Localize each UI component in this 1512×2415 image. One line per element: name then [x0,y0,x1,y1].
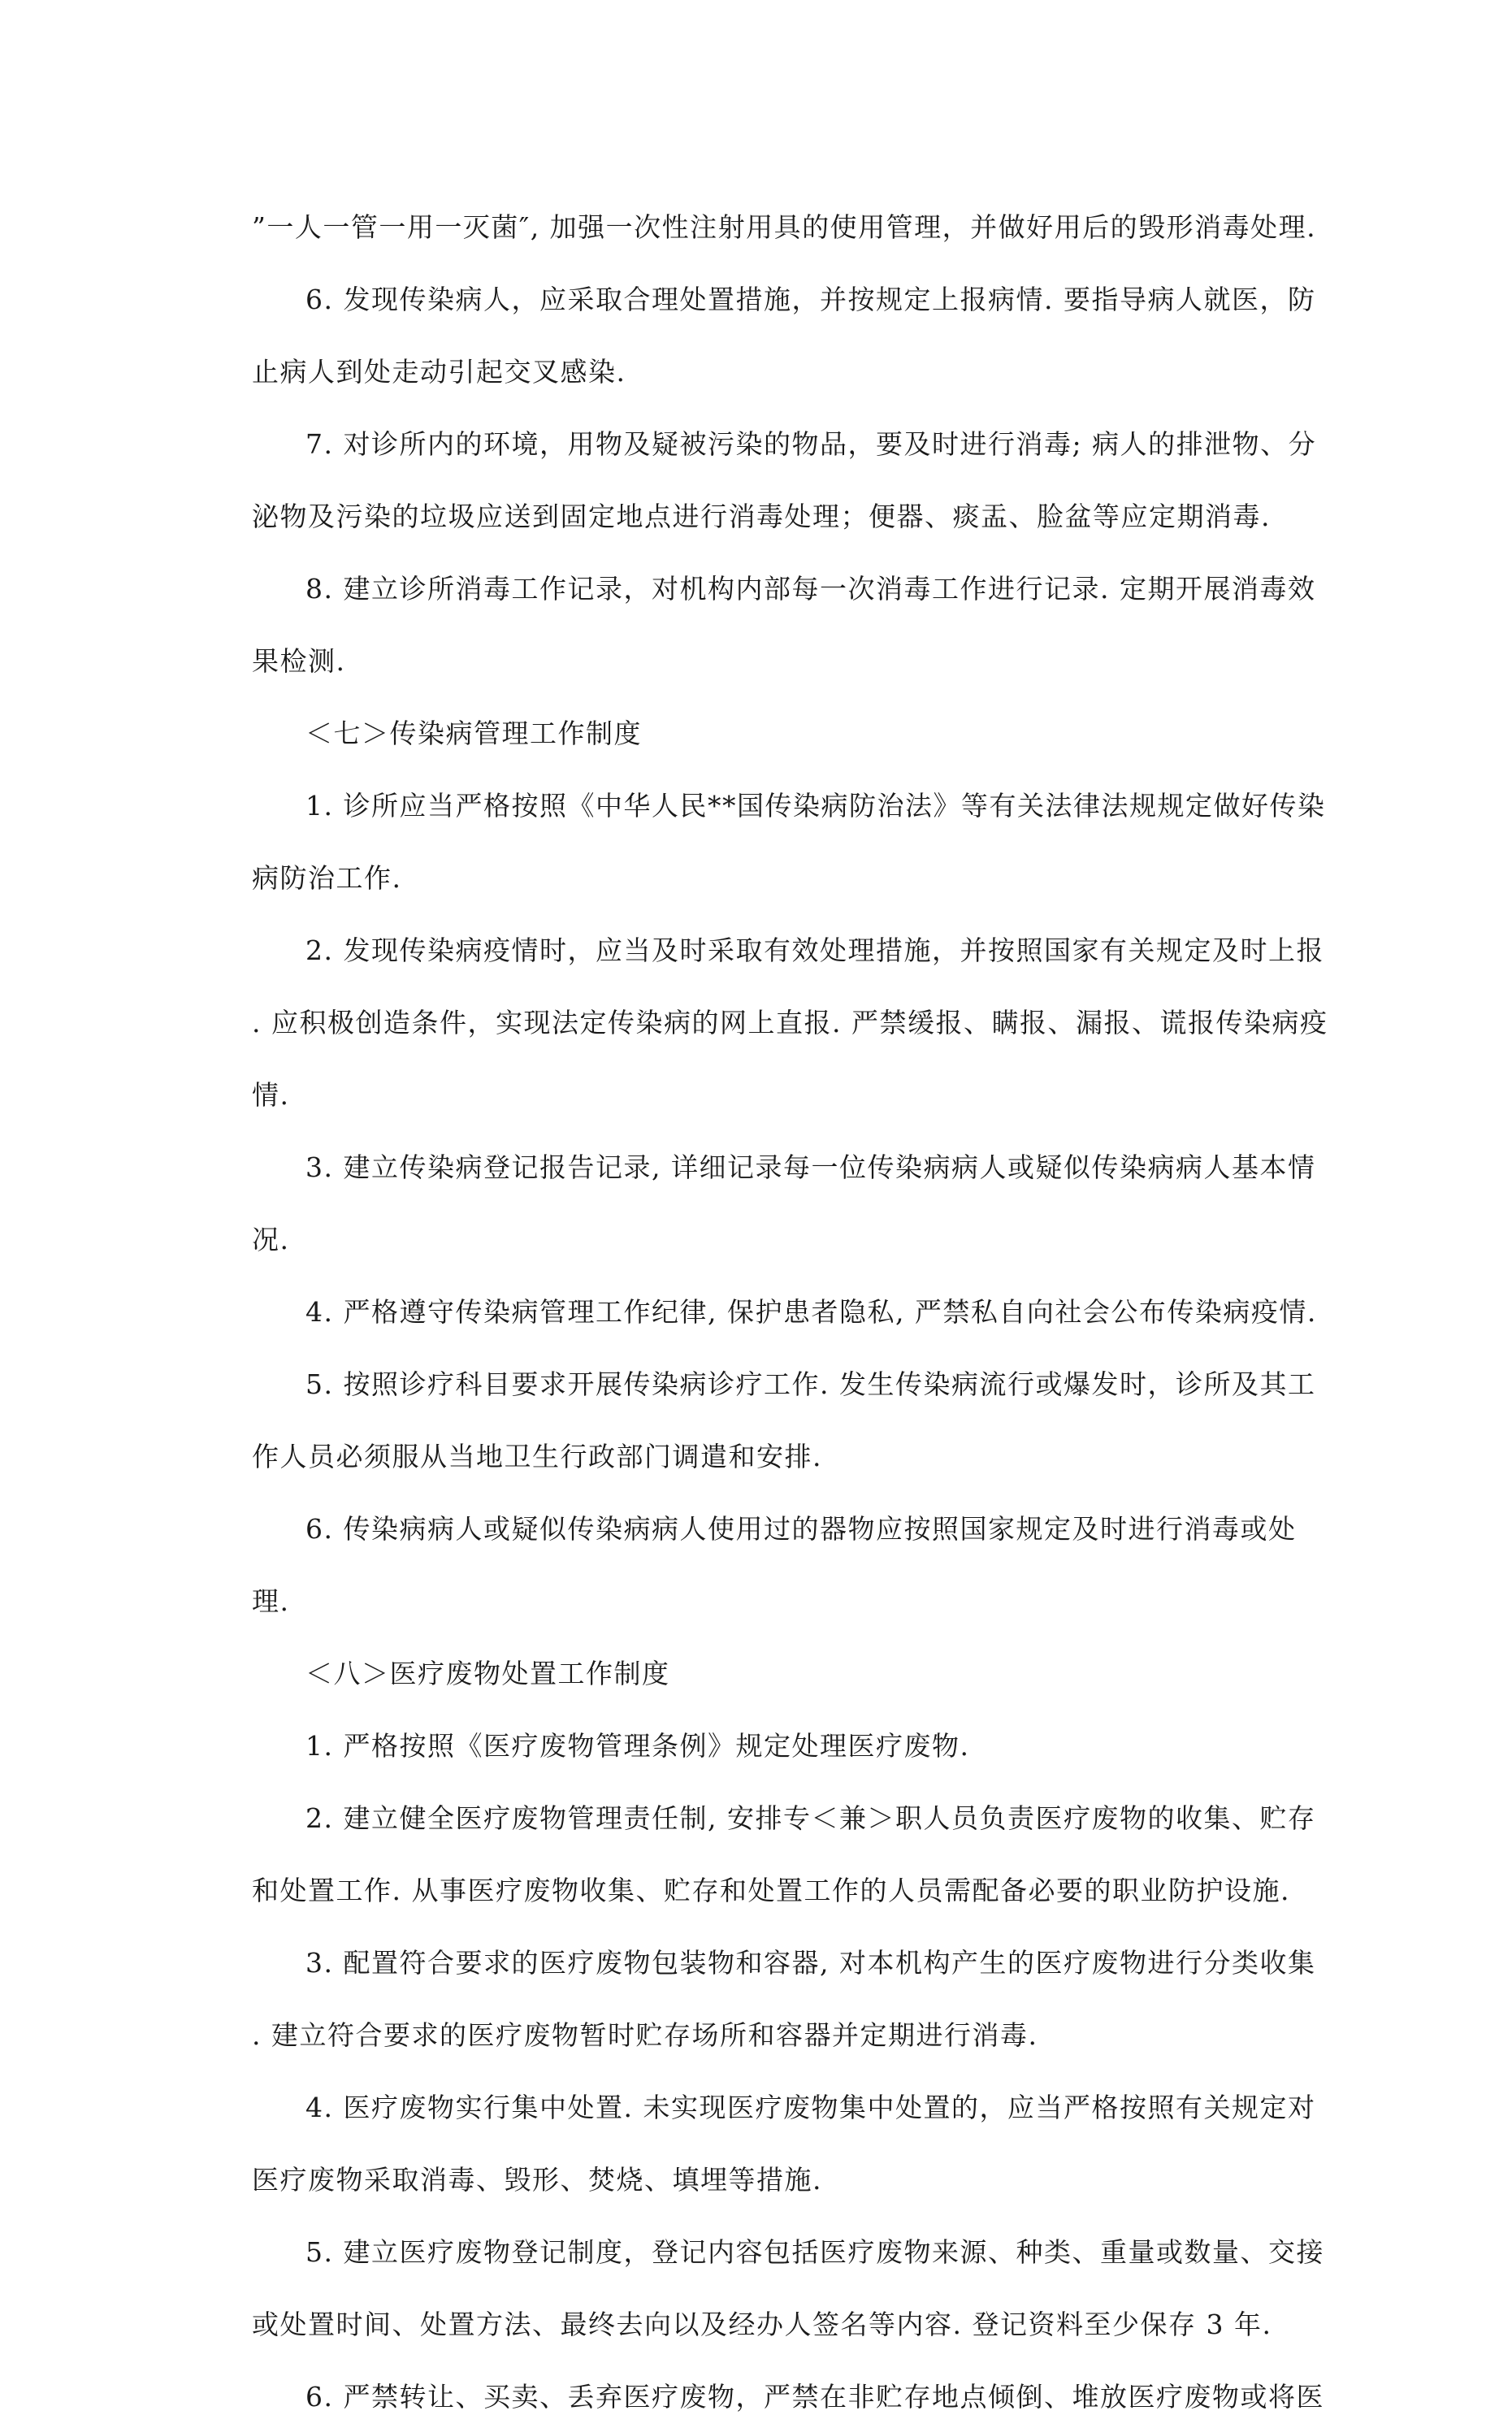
paragraph [252,933,1341,1113]
paragraph [252,1945,1341,2053]
paragraph [252,788,1341,896]
paragraph [252,1511,1341,1619]
paragraph [252,2090,1341,2198]
paragraph [252,1801,1341,1909]
text-line: 和处置工作. 从事医疗废物收集、贮存和处置工作的人员需配备必要的职业防护设施. [252,1875,1290,1906]
text-line: . 建立符合要求的医疗废物暂时贮存场所和容器并定期进行消毒. [252,2019,1038,2051]
text-line: 况. [252,1224,290,1255]
text-line: 4. 医疗废物实行集中处置. 未实现医疗废物集中处置的，应当严格按照有关规定对 [305,2092,1316,2123]
text-line: 2. 发现传染病疫情时，应当及时采取有效处理措施，并按照国家有关规定及时上报 [305,934,1324,966]
paragraph: 6. 严禁转让、买卖、丢弃医疗废物，严禁在非贮存地点倾倒、堆放医疗废物或将医 [305,2381,1324,2413]
paragraph [252,571,1341,679]
text-line: 止病人到处走动引起交叉感染. [252,356,626,388]
text-line: 6. 发现传染病人，应采取合理处置措施，并按规定上报病情. 要指导病人就医，防 [305,284,1316,315]
document-body [252,210,1341,2415]
paragraph [252,1150,1341,1258]
text-line: 1. 诊所应当严格按照《中华人民**国传染病防治法》等有关法律法规规定做好传染 [305,790,1326,822]
text-line: . 应积极创造条件，实现法定传染病的网上直报. 严禁缓报、瞒报、漏报、谎报传染病疫 [252,1007,1328,1038]
text-line: 果检测. [252,645,346,677]
text-line: 理. [252,1585,290,1617]
paragraph: 1. 严格按照《医疗废物管理条例》规定处理医疗废物. [305,1730,970,1762]
text-line: 3. 建立传染病登记报告记录, 详细记录每一位传染病病人或疑似传染病病人基本情 [305,1151,1316,1183]
text-line: 5. 按照诊疗科目要求开展传染病诊疗工作. 发生传染病流行或爆发时，诊所及其工 [305,1368,1316,1400]
text-line: 3. 配置符合要求的医疗废物包装物和容器, 对本机构产生的医疗废物进行分类收集 [305,1947,1316,1979]
text-line: 医疗废物采取消毒、毁形、焚烧、填埋等措施. [252,2164,822,2196]
text-line: 作人员必须服从当地卫生行政部门调遣和安排. [252,1441,822,1472]
paragraph [252,1367,1341,1475]
text-line: 或处置时间、处置方法、最终去向以及经办人签名等内容. 登记资料至少保存 3 年. [252,2309,1272,2340]
text-line: 泌物及污染的垃圾应送到固定地点进行消毒处理；便器、痰盂、脸盆等应定期消毒. [252,501,1271,532]
paragraph: ＜七＞传染病管理工作制度 [305,718,642,749]
text-line: 8. 建立诊所消毒工作记录，对机构内部每一次消毒工作进行记录. 定期开展消毒效 [305,573,1316,605]
paragraph: 4. 严格遵守传染病管理工作纪律, 保护患者隐私, 严禁私自向社会公布传染病疫情. [305,1296,1317,1328]
paragraph [252,2235,1341,2343]
paragraph: ”一人一管一用一灭菌″, 加强一次性注射用具的使用管理，并做好用后的毁形消毒处理. [252,211,1317,243]
text-line: 病防治工作. [252,862,402,894]
paragraph: ＜八＞医疗废物处置工作制度 [305,1658,670,1689]
text-line: 情. [252,1079,290,1111]
text-line: 2. 建立健全医疗废物管理责任制, 安排专＜兼＞职人员负责医疗废物的收集、贮存 [305,1802,1316,1834]
text-line: 6. 传染病病人或疑似传染病病人使用过的器物应按照国家规定及时进行消毒或处 [305,1513,1297,1545]
paragraph [252,282,1341,390]
text-line: 7. 对诊所内的环境，用物及疑被污染的物品，要及时进行消毒; 病人的排泄物、分 [305,428,1317,460]
paragraph [252,427,1341,535]
text-line: 5. 建立医疗废物登记制度，登记内容包括医疗废物来源、种类、重量或数量、交接 [305,2236,1324,2268]
